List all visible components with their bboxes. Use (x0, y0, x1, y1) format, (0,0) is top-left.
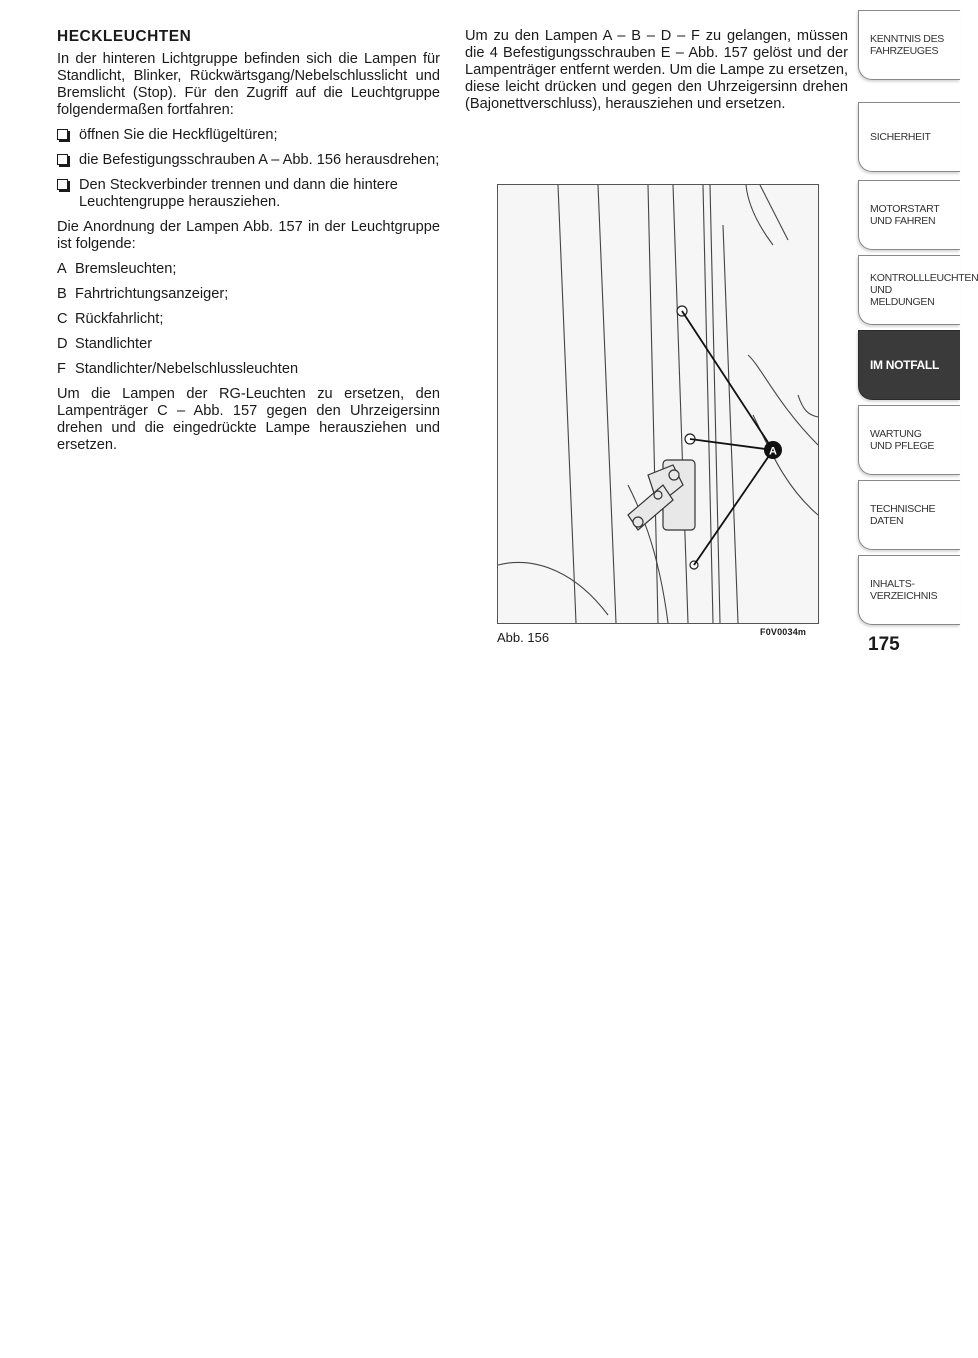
tab-motorstart-und-fahren[interactable] (858, 180, 960, 250)
lamp-letter: A (57, 261, 67, 277)
lamp-text: Standlichter/Nebelschlussleuchten (75, 361, 299, 377)
arrangement-paragraph: Die Anordnung der Lampen Abb. 157 in der Leuchtgruppe ist folgende: (57, 219, 440, 252)
outro-paragraph: Um die Lampen der RG-Leuchten zu ersetzen, den Lampenträger C – Abb. 157 gegen den Uhrzeigersinn drehen und die eingedrückte Lampe herausziehen und ersetzen. (57, 386, 440, 453)
right-paragraph: Um zu den Lampen A – B – D – F zu gelangen, müssen die 4 Befestigungsschrauben E – Abb. 157 gelöst und der Lampenträger entfernt werden. Um die Lampe zu ersetzen, diese leicht drücken und gegen den Uhrzeigersinn drehen (Bajonettverschluss), herausziehen und ersetzen. (465, 28, 848, 112)
tab-label: TECHNISCHE DATEN (870, 503, 936, 527)
tab-im-notfall[interactable] (858, 330, 960, 400)
lamp-item (57, 361, 440, 378)
tab-kontrollleuchten-und-meldungen[interactable] (858, 255, 978, 325)
section-title: HECKLEUCHTEN (57, 28, 192, 45)
tab-sicherheit[interactable] (858, 102, 960, 172)
lamp-letter: F (57, 361, 66, 377)
figure-code: F0V0034m (760, 627, 807, 637)
bullet-item (57, 152, 440, 169)
lamp-text: Fahrtrichtungsanzeiger; (75, 286, 229, 302)
tab-label: KENNTNIS DES FAHRZEUGES (870, 33, 944, 57)
bullet-item (57, 177, 440, 211)
tab-label: MOTORSTART UND FAHREN (870, 203, 940, 227)
tab-technische-daten[interactable] (858, 480, 960, 550)
lamp-item (57, 286, 440, 303)
left-column (57, 28, 440, 462)
lamp-item (57, 311, 440, 328)
bullet-text: Den Steckverbinder trennen und dann die hintere Leuchtengruppe herausziehen. (79, 177, 398, 210)
right-column (465, 28, 848, 113)
lamp-letter: D (57, 336, 68, 352)
intro-paragraph: In der hinteren Lichtgruppe befinden sich die Lampen für Standlicht, Blinker, Rückwärtsgang/Nebelschlusslicht und Bremslicht (Stop). Für den Zugriff auf die Leuchtgruppe folgendermaßen fortfahren: (57, 51, 440, 118)
lamp-letter: B (57, 286, 67, 302)
tab-label: INHALTS-VERZEICHNIS (870, 578, 938, 602)
tab-wartung-und-pflege[interactable] (858, 405, 960, 475)
tab-label: KONTROLLLEUCHTEN UND MELDUNGEN (870, 272, 978, 308)
checkbox-bullet-icon (57, 129, 68, 140)
bullet-item (57, 127, 440, 144)
tab-inhaltsverzeichnis[interactable] (858, 555, 960, 625)
tab-label: IM NOTFALL (870, 358, 939, 372)
tab-label: SICHERHEIT (870, 131, 931, 143)
lamp-text: Rückfahrlicht; (75, 311, 164, 327)
lamp-item (57, 261, 440, 278)
lamp-letter: C (57, 311, 68, 327)
figure-caption: Abb. 156 (497, 630, 550, 645)
lamp-text: Standlichter (75, 336, 153, 352)
lamp-item (57, 336, 440, 353)
door-hinge-illustration (498, 185, 818, 623)
tab-label: WARTUNG UND PFLEGE (870, 428, 935, 452)
callout-label: A (769, 445, 777, 458)
lamp-text: Bremsleuchten; (75, 261, 177, 277)
page-number: 175 (868, 634, 900, 655)
figure-door-hinge (497, 184, 819, 624)
tab-kenntnis-des-fahrzeuges[interactable] (858, 10, 960, 80)
bullet-text: die Befestigungsschrauben A – Abb. 156 herausdrehen; (79, 152, 440, 168)
checkbox-bullet-icon (57, 179, 68, 190)
bullet-text: öffnen Sie die Heckflügeltüren; (79, 127, 278, 143)
checkbox-bullet-icon (57, 154, 68, 165)
